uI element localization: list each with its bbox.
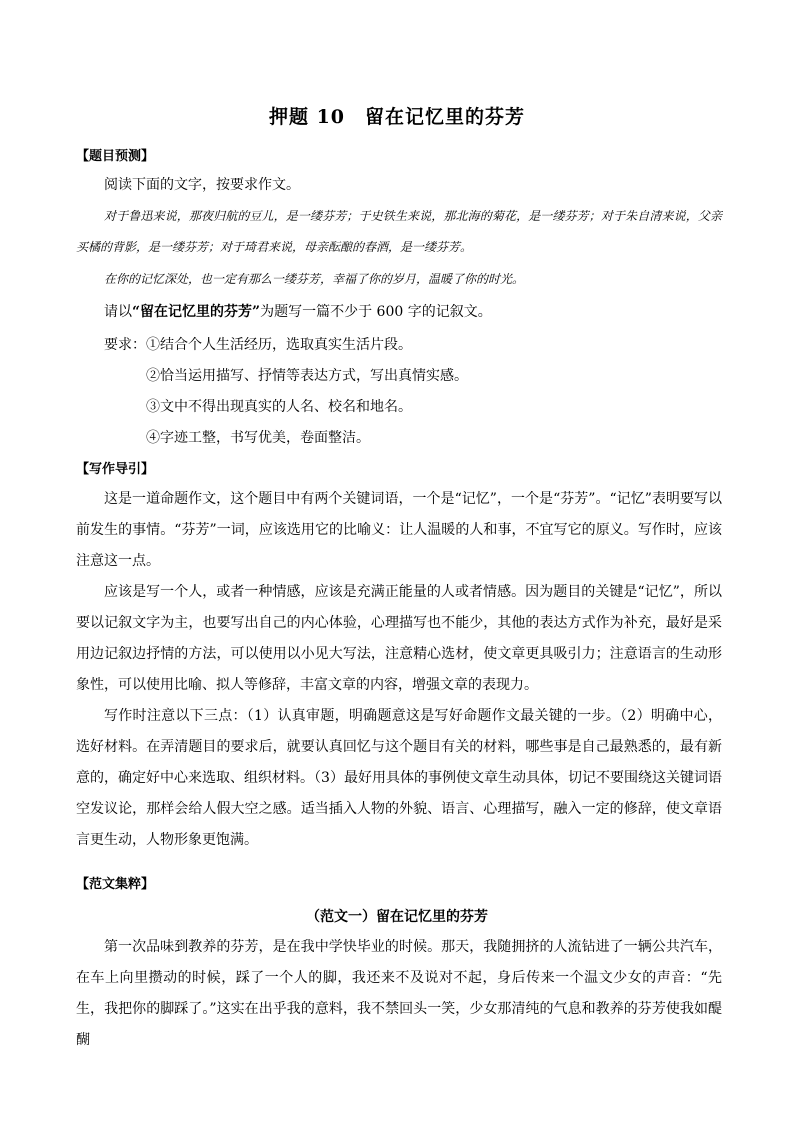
task-pre: 请以 [104,304,132,320]
prompt-quote-2: 在你的记忆深处，也一定有那么一缕芬芳，幸福了你的岁月，温暖了你的时光。 [104,272,525,286]
prompt-intro: 阅读下面的文字，按要求作文。 [104,177,300,193]
guide-paragraph-2: 应该是写一个人，或者一种情感，应该是充满正能量的人或者情感。因为题目的关键是“记忆”，所以要以记叙文字为主，也要写出自己的内心体验，心理描写也不能少，其他的表达方式作为补充，最好是采用边记叙边抒情的方法，可以使用以小见大写法，注意精心选材，使文章更具吸引力；注意语言的生动形象性，可以使用比喻、拟人等修辞，丰富文章的内容，增强文章的表现力。 [76,584,722,693]
task-post: 为题写一篇不少于 600 字的记叙文。 [260,304,492,320]
requirement-1: 要求：①结合个人生活经历，选取真实生活片段。 [104,337,412,353]
section-heading-samples: 【范文集粹】 [76,877,155,892]
requirement-2: ②恰当运用描写、抒情等表达方式，写出真情实感。 [146,368,468,384]
requirement-3: ③文中不得出现真实的人名、校名和地名。 [146,399,412,415]
requirement-4: ④字迹工整，书写优美，卷面整洁。 [146,430,370,446]
essay-paragraph-1: 第一次品味到教养的芬芳，是在我中学快毕业的时候。那天，我随拥挤的人流钻进了一辆公共汽车，在车上向里攒动的时候，踩了一个人的脚，我还来不及说对不起，身后传来一个温文少女的声音：“先生，我把你的脚踩了。”这实在出乎我的意料，我不禁回头一笑，少女那清纯的气息和教养的芬芳使我如醍醐 [76,939,722,1048]
prompt-quote-1: 对于鲁迅来说，那夜归航的豆儿，是一缕芬芳；于史铁生来说，那北海的菊花，是一缕芬芳；对于朱自清来说，父亲买橘的背影，是一缕芬芳；对于琦君来说，母亲酝酿的春酒，是一缕芬芳。 [76,209,722,254]
section-heading-guide: 【写作导引】 [76,462,155,477]
page-title: 押题 10 留在记忆里的芬芳 [268,106,526,128]
task-title: “留在记忆里的芬芳” [132,304,261,320]
guide-paragraph-1: 这是一道命题作文，这个题目中有两个关键词语，一个是“记忆”，一个是“芬芳”。“记忆”表明要写以前发生的事情。“芬芳”一词，应该选用它的比喻义：让人温暖的人和事，不宜写它的原义。写作时，应该注意这一点。 [76,491,722,569]
section-heading-prediction: 【题目预测】 [76,149,155,164]
prompt-task [76,297,722,328]
essay-title: （范文一）留在记忆里的芬芳 [306,909,488,925]
guide-paragraph-3: 写作时注意以下三点：（1）认真审题，明确题意这是写好命题作文最关键的一步。（2）明确中心，选好材料。在弄清题目的要求后，就要认真回忆与这个题目有关的材料，哪些事是自己最熟悉的，最有新意的，确定好中心来选取、组织材料。（3）最好用具体的事例使文章生动具体，切记不要围绕这关键词语空发议论，那样会给人假大空之感。适当插入人物的外貌、语言、心理描写，融入一定的修辞，使文章语言更生动，人物形象更饱满。 [76,708,722,848]
